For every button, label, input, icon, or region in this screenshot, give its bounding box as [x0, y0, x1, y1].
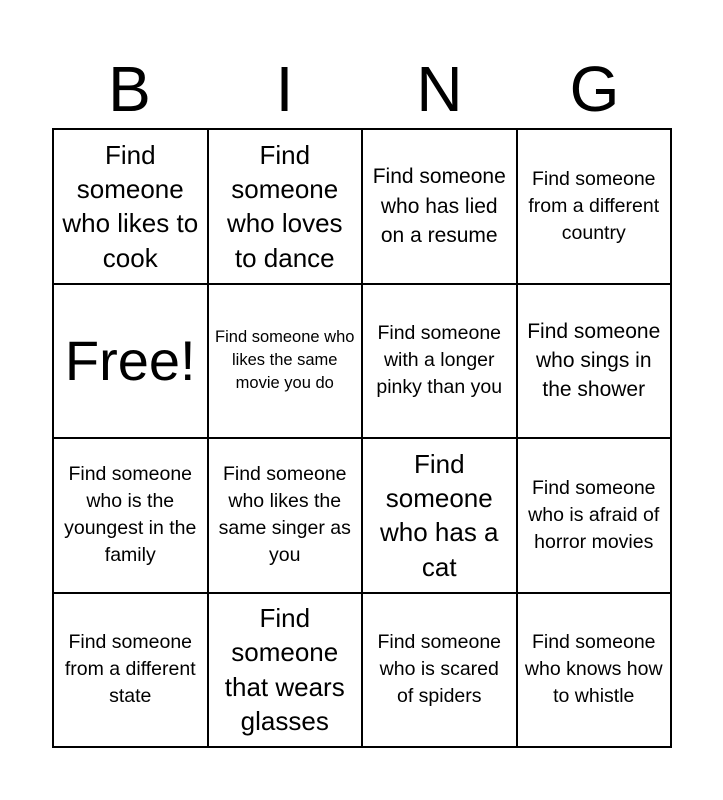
bingo-cell	[208, 438, 363, 593]
bingo-cell-text: Find someone from a different state	[64, 631, 196, 708]
bingo-cell	[208, 593, 363, 748]
bingo-header	[52, 50, 672, 128]
bingo-cell-text: Find someone who likes to cook	[62, 139, 199, 273]
bingo-cell	[53, 438, 208, 593]
bingo-cell-text: Find someone who has a cat	[379, 448, 499, 582]
header-letter-b: B	[108, 53, 151, 125]
bingo-cell-text: Find someone who knows how to whistle	[524, 631, 663, 708]
bingo-cell-text: Find someone from a different country	[528, 167, 660, 244]
header-letter-i: I	[275, 53, 294, 125]
bingo-cell	[362, 593, 517, 748]
bingo-cell-text: Find someone who sings in the shower	[527, 319, 661, 402]
free-cell	[53, 284, 208, 439]
bingo-cell	[517, 284, 672, 439]
free-cell-text: Free!	[64, 328, 196, 392]
bingo-cell	[53, 129, 208, 284]
bingo-cell-text: Find someone who is afraid of horror movies	[528, 476, 660, 553]
header-letter-g: G	[569, 53, 620, 125]
bingo-cell-text: Find someone who likes the same movie you do	[215, 327, 355, 393]
bingo-cell-text: Find someone who has lied on a resume	[372, 165, 506, 247]
bingo-cell-text: Find someone who loves to dance	[226, 139, 343, 273]
bingo-cell	[362, 438, 517, 593]
bingo-cell-text: Find someone with a longer pinky than you	[376, 322, 503, 399]
bingo-cell	[208, 284, 363, 439]
bingo-grid	[52, 128, 672, 748]
bingo-cell	[517, 593, 672, 748]
bingo-cell-text: Find someone that wears glasses	[224, 603, 345, 737]
bingo-cell-text: Find someone who is scared of spiders	[377, 631, 502, 708]
bingo-cell	[208, 129, 363, 284]
bingo-cell-text: Find someone who is the youngest in the family	[64, 463, 197, 567]
bingo-cell	[517, 129, 672, 284]
bingo-cell	[362, 129, 517, 284]
bingo-cell	[53, 593, 208, 748]
header-letter-n: N	[416, 53, 463, 125]
bingo-cell-text: Find someone who likes the same singer as you	[218, 463, 351, 567]
bingo-cell	[362, 284, 517, 439]
bingo-cell	[517, 438, 672, 593]
